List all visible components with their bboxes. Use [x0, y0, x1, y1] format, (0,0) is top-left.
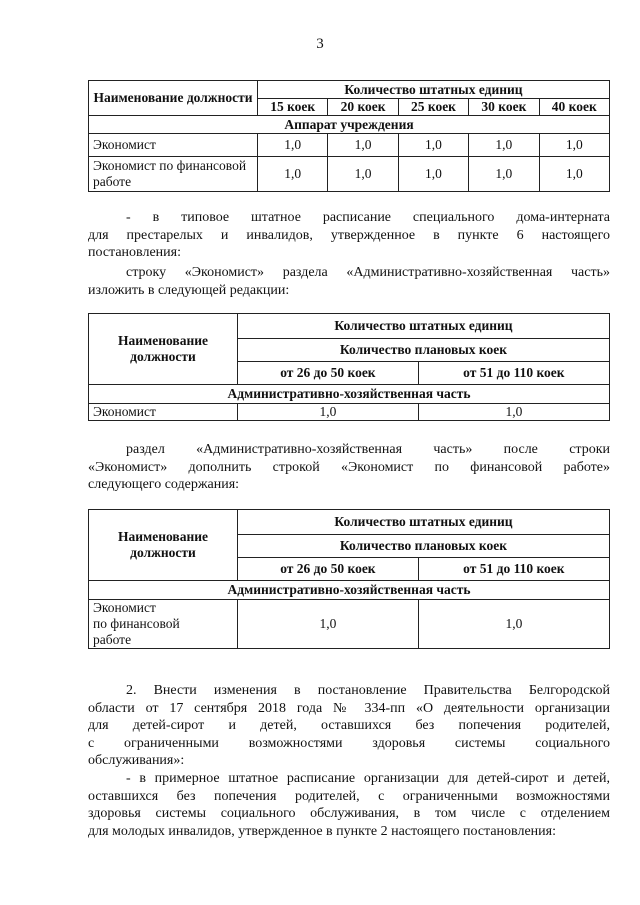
- text-line: - в типовое штатное расписание специального дома-интерната: [126, 210, 610, 225]
- text-line: области от 17 сентября 2018 года № 334-пп «О деятельности организации: [88, 700, 610, 716]
- text-line: обслуживания»:: [88, 753, 185, 768]
- text-line: оставшихся без попечения родителей, с ограниченными возможностями: [88, 788, 610, 804]
- paragraph-5: [88, 770, 610, 840]
- cell-value: 1,0: [258, 134, 328, 157]
- cell-value: 1,0: [258, 157, 328, 192]
- table-row: [89, 404, 610, 421]
- page-number: 3: [316, 36, 324, 52]
- row-name: Экономист: [89, 134, 258, 157]
- cell-value: 1,0: [418, 404, 609, 421]
- cell-value: 1,0: [539, 157, 609, 192]
- paragraph-4: [88, 682, 610, 770]
- cell-value: 1,0: [328, 157, 398, 192]
- cell-value: 1,0: [539, 134, 609, 157]
- header-count: Количество штатных единиц: [238, 314, 610, 339]
- cell-value: 1,0: [469, 157, 539, 192]
- paragraph-3: [88, 441, 610, 494]
- header-beds: Количество плановых коек: [238, 339, 610, 362]
- col-header: 30 коек: [469, 99, 539, 116]
- section-title: Административно-хозяйственная часть: [89, 581, 610, 600]
- col-header: 40 коек: [539, 99, 609, 116]
- staff-table-1: [88, 80, 610, 192]
- text-line: здоровья системы социального обслуживания, в том числе с отделением: [88, 806, 610, 821]
- header-count: Количество штатных единиц: [238, 510, 610, 535]
- row-name: Экономист по финансовой работе: [89, 157, 258, 192]
- cell-value: 1,0: [418, 600, 609, 649]
- text-line: изложить в следующей редакции:: [88, 282, 290, 298]
- col-header: 20 коек: [328, 99, 398, 116]
- col-header: от 26 до 50 коек: [238, 362, 419, 385]
- staff-table-2: [88, 313, 610, 421]
- text-line: с ограниченными возможностями здоровья системы социального: [88, 735, 610, 751]
- cell-value: 1,0: [238, 600, 419, 649]
- row-name-line: по финансовой: [93, 616, 180, 631]
- text-line: следующего содержания:: [88, 477, 240, 492]
- cell-value: 1,0: [398, 134, 468, 157]
- header-position: Наименование должности: [89, 314, 238, 385]
- header-count: Количество штатных единиц: [258, 81, 610, 99]
- col-header: 25 коек: [398, 99, 468, 116]
- text-line: для молодых инвалидов, утвержденное в пункте 2 настоящего постановления:: [88, 823, 556, 839]
- table-row: [89, 134, 610, 157]
- staff-table-3: [88, 509, 610, 649]
- row-name-line: работе: [93, 632, 132, 647]
- text-line: постановления:: [88, 245, 181, 260]
- row-name-line: Экономист: [93, 600, 156, 615]
- section-title: Аппарат учреждения: [89, 116, 610, 134]
- table-row: [89, 157, 610, 192]
- section-title: Административно-хозяйственная часть: [89, 385, 610, 404]
- text-line: 2. Внести изменения в постановление Правительства Белгородской: [126, 683, 610, 698]
- row-name: Экономист: [89, 404, 238, 421]
- row-name: [89, 600, 238, 649]
- header-beds: Количество плановых коек: [238, 535, 610, 558]
- paragraph-2: [88, 264, 610, 299]
- col-header: от 51 до 110 коек: [418, 558, 609, 581]
- paragraph-1: [88, 209, 610, 262]
- cell-value: 1,0: [398, 157, 468, 192]
- table-row: [89, 600, 610, 649]
- text-line: - в примерное штатное расписание организации для детей-сирот и детей,: [126, 771, 610, 786]
- text-line: раздел «Административно-хозяйственная часть» после строки: [126, 442, 610, 457]
- cell-value: 1,0: [238, 404, 419, 421]
- header-position: Наименование должности: [89, 81, 258, 116]
- cell-value: 1,0: [328, 134, 398, 157]
- col-header: от 51 до 110 коек: [418, 362, 609, 385]
- text-line: для детей-сирот и детей, оставшихся без попечения родителей,: [88, 718, 610, 733]
- col-header: 15 коек: [258, 99, 328, 116]
- col-header: от 26 до 50 коек: [238, 558, 419, 581]
- cell-value: 1,0: [469, 134, 539, 157]
- text-line: строку «Экономист» раздела «Административно-хозяйственная часть»: [126, 265, 610, 280]
- text-line: «Экономист» дополнить строкой «Экономист по финансовой работе»: [88, 459, 610, 475]
- text-line: для престарелых и инвалидов, утвержденное в пункте 6 настоящего: [88, 227, 610, 243]
- header-position: Наименование должности: [89, 510, 238, 581]
